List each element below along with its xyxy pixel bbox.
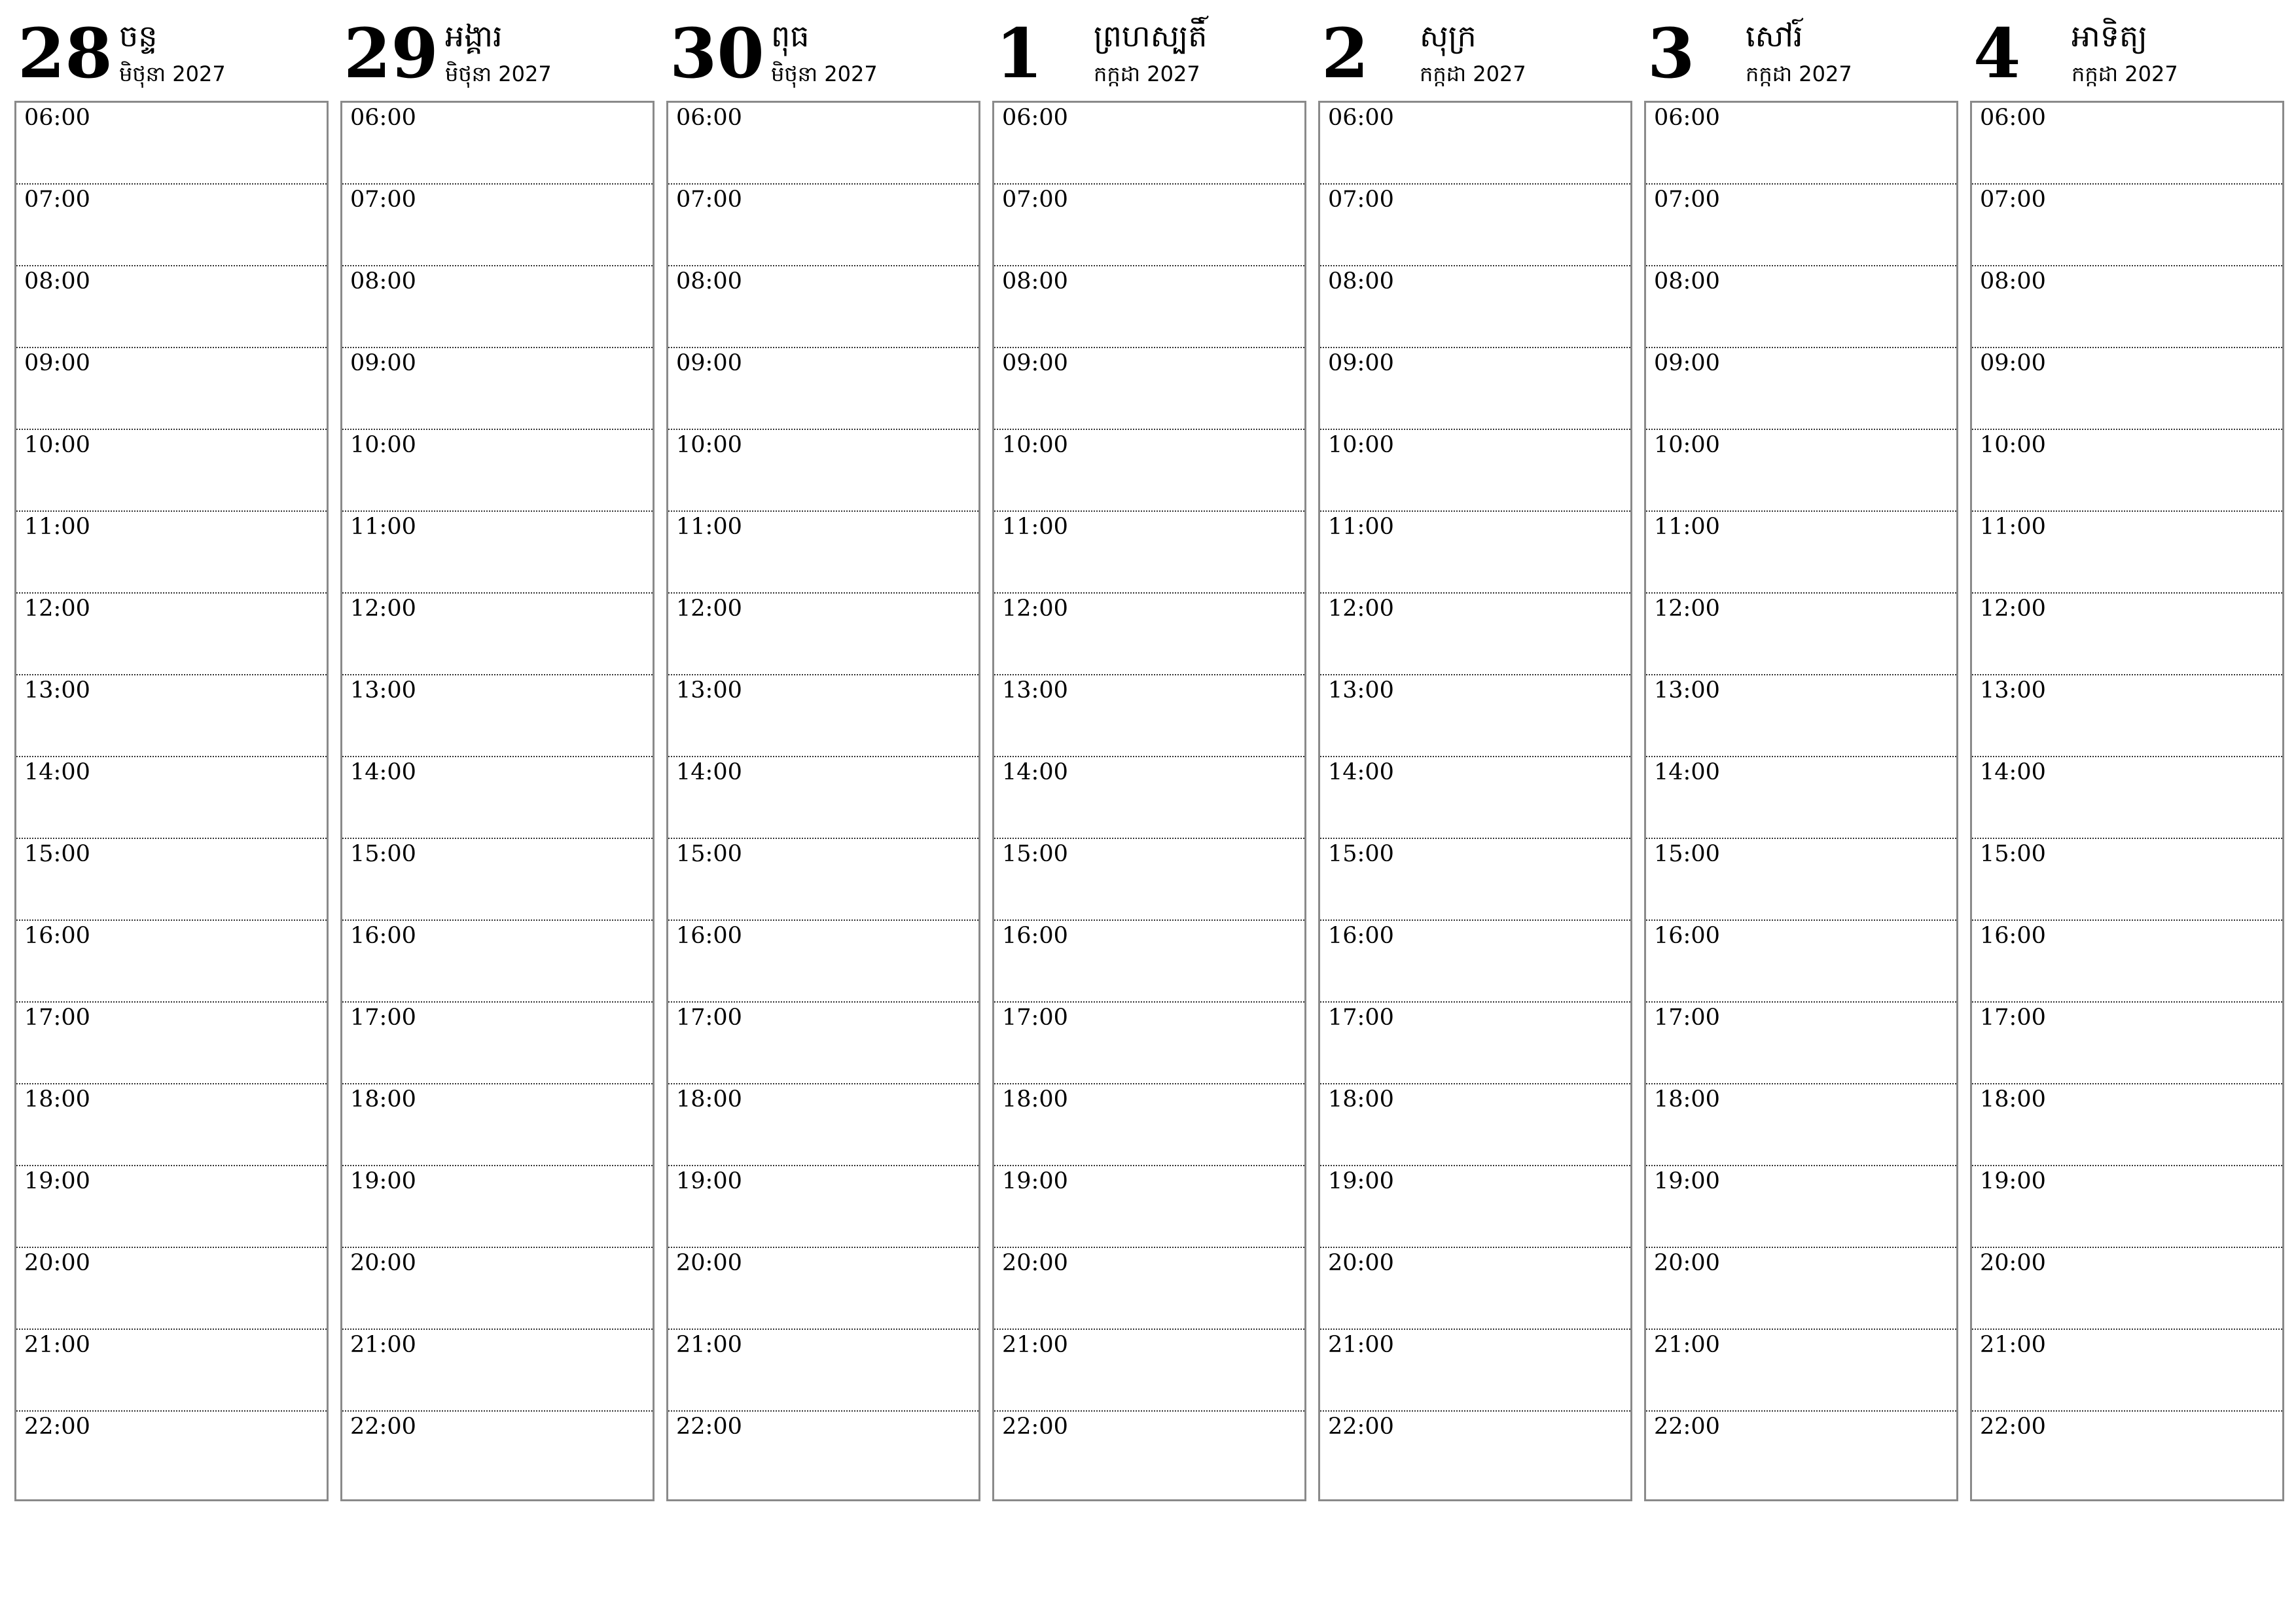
time-label: 09:00 — [1002, 350, 1068, 376]
day-header — [1318, 14, 1631, 99]
time-slot[interactable] — [668, 1248, 978, 1330]
time-label: 22:00 — [1002, 1414, 1068, 1440]
day-month-year: កក្កដា 2027 — [1746, 62, 1852, 86]
time-slot[interactable] — [994, 512, 1304, 594]
time-label: 20:00 — [1002, 1250, 1068, 1276]
time-slot[interactable] — [16, 512, 327, 594]
time-label: 11:00 — [350, 514, 416, 540]
day-column — [1644, 14, 1957, 1500]
time-label: 18:00 — [676, 1086, 742, 1113]
time-label: 21:00 — [1002, 1332, 1068, 1358]
time-label: 14:00 — [1654, 759, 1720, 785]
time-slot[interactable] — [1320, 1248, 1630, 1330]
time-label: 13:00 — [24, 677, 90, 704]
time-slot[interactable] — [1320, 1412, 1630, 1493]
time-label: 16:00 — [1328, 923, 1394, 949]
time-label: 22:00 — [350, 1414, 416, 1440]
time-slot[interactable] — [16, 757, 327, 839]
time-slot[interactable] — [1320, 1003, 1630, 1084]
time-slot[interactable] — [1972, 839, 2282, 921]
day-name: សុក្រ — [1420, 18, 1477, 54]
time-label: 16:00 — [1980, 923, 2046, 949]
time-slot[interactable] — [1972, 921, 2282, 1003]
time-label: 10:00 — [1980, 432, 2046, 458]
time-label: 08:00 — [1002, 268, 1068, 294]
time-label: 10:00 — [1654, 432, 1720, 458]
time-label: 17:00 — [676, 1005, 742, 1031]
time-label: 11:00 — [1328, 514, 1394, 540]
time-label: 20:00 — [1654, 1250, 1720, 1276]
time-slot[interactable] — [668, 757, 978, 839]
time-label: 17:00 — [24, 1005, 90, 1031]
time-slot[interactable] — [1646, 1330, 1956, 1412]
time-label: 13:00 — [1980, 677, 2046, 704]
time-slot[interactable] — [668, 675, 978, 757]
time-label: 13:00 — [1654, 677, 1720, 704]
time-slot[interactable] — [16, 1084, 327, 1166]
day-name: ព្រហស្បតិ៍ — [1094, 18, 1208, 54]
time-slot[interactable] — [342, 266, 653, 348]
time-label: 18:00 — [1654, 1086, 1720, 1113]
time-label: 20:00 — [24, 1250, 90, 1276]
time-slot[interactable] — [1646, 430, 1956, 512]
time-slot[interactable] — [994, 921, 1304, 1003]
time-label: 06:00 — [1654, 105, 1720, 131]
time-label: 11:00 — [24, 514, 90, 540]
time-label: 13:00 — [1002, 677, 1068, 704]
day-header — [1970, 14, 2283, 99]
time-slot[interactable] — [994, 757, 1304, 839]
day-number: 1 — [996, 13, 1043, 94]
time-slot[interactable] — [1972, 594, 2282, 675]
time-slot[interactable] — [342, 1248, 653, 1330]
time-label: 17:00 — [350, 1005, 416, 1031]
time-slot[interactable] — [1320, 839, 1630, 921]
time-slot[interactable] — [1972, 348, 2282, 430]
day-column — [340, 14, 653, 1500]
time-slot[interactable] — [668, 348, 978, 430]
time-slot[interactable] — [342, 348, 653, 430]
time-label: 22:00 — [1328, 1414, 1394, 1440]
time-label: 12:00 — [1980, 596, 2046, 622]
day-name: ពុធ — [771, 18, 810, 54]
time-slot[interactable] — [16, 1166, 327, 1248]
day-number: 30 — [670, 13, 764, 94]
time-label: 15:00 — [1654, 841, 1720, 867]
weekly-planner — [14, 14, 2283, 1500]
time-label: 18:00 — [24, 1086, 90, 1113]
time-slot[interactable] — [16, 1248, 327, 1330]
time-slot[interactable] — [342, 1003, 653, 1084]
time-label: 19:00 — [1654, 1168, 1720, 1194]
time-label: 06:00 — [1002, 105, 1068, 131]
time-slot[interactable] — [1646, 1248, 1956, 1330]
time-label: 15:00 — [1980, 841, 2046, 867]
time-label: 21:00 — [350, 1332, 416, 1358]
time-slot[interactable] — [16, 348, 327, 430]
time-slot[interactable] — [16, 839, 327, 921]
time-slot[interactable] — [994, 1248, 1304, 1330]
time-slot[interactable] — [668, 1330, 978, 1412]
time-label: 11:00 — [1980, 514, 2046, 540]
time-slot[interactable] — [1320, 103, 1630, 185]
time-label: 10:00 — [676, 432, 742, 458]
time-label: 21:00 — [1654, 1332, 1720, 1358]
day-header — [992, 14, 1305, 99]
time-slot[interactable] — [668, 1084, 978, 1166]
time-label: 17:00 — [1002, 1005, 1068, 1031]
time-slot[interactable] — [16, 675, 327, 757]
time-label: 07:00 — [24, 187, 90, 213]
time-slot[interactable] — [342, 430, 653, 512]
time-label: 20:00 — [1980, 1250, 2046, 1276]
time-slot[interactable] — [1646, 839, 1956, 921]
time-label: 20:00 — [676, 1250, 742, 1276]
time-label: 21:00 — [24, 1332, 90, 1358]
time-slot[interactable] — [1320, 266, 1630, 348]
time-label: 19:00 — [24, 1168, 90, 1194]
time-slot[interactable] — [668, 1412, 978, 1493]
time-label: 06:00 — [1328, 105, 1394, 131]
time-slot[interactable] — [342, 103, 653, 185]
day-name: អង្គារ — [445, 18, 503, 54]
time-slot[interactable] — [1646, 103, 1956, 185]
time-slot[interactable] — [1646, 921, 1956, 1003]
time-slot[interactable] — [342, 1084, 653, 1166]
time-label: 13:00 — [676, 677, 742, 704]
day-name: ចន្ទ — [119, 18, 158, 54]
time-slot[interactable] — [1972, 430, 2282, 512]
time-slot[interactable] — [1646, 1412, 1956, 1493]
time-slot[interactable] — [342, 1412, 653, 1493]
time-slot[interactable] — [16, 1003, 327, 1084]
time-label: 15:00 — [1328, 841, 1394, 867]
time-label: 10:00 — [1328, 432, 1394, 458]
time-slot[interactable] — [668, 185, 978, 266]
time-slot[interactable] — [668, 594, 978, 675]
day-number: 28 — [18, 13, 113, 94]
time-slot[interactable] — [1972, 185, 2282, 266]
time-label: 19:00 — [1002, 1168, 1068, 1194]
time-slot[interactable] — [1646, 266, 1956, 348]
time-label: 09:00 — [350, 350, 416, 376]
time-label: 16:00 — [1654, 923, 1720, 949]
time-label: 15:00 — [1002, 841, 1068, 867]
time-label: 07:00 — [1002, 187, 1068, 213]
time-label: 10:00 — [350, 432, 416, 458]
time-label: 14:00 — [676, 759, 742, 785]
day-number: 3 — [1647, 13, 1695, 94]
time-label: 09:00 — [1980, 350, 2046, 376]
time-label: 09:00 — [1328, 350, 1394, 376]
day-column — [14, 14, 327, 1500]
time-label: 16:00 — [676, 923, 742, 949]
day-month-year: កក្កដា 2027 — [1420, 62, 1526, 86]
time-slots — [1318, 101, 1632, 1501]
time-slot[interactable] — [16, 1412, 327, 1493]
time-slot[interactable] — [668, 839, 978, 921]
time-slot[interactable] — [994, 1003, 1304, 1084]
time-label: 08:00 — [350, 268, 416, 294]
time-slot[interactable] — [1972, 512, 2282, 594]
day-month-year: កក្កដា 2027 — [1094, 62, 1200, 86]
time-slot[interactable] — [1320, 921, 1630, 1003]
time-slot[interactable] — [668, 921, 978, 1003]
time-slot[interactable] — [1972, 1330, 2282, 1412]
time-slot[interactable] — [342, 757, 653, 839]
time-slot[interactable] — [1320, 675, 1630, 757]
time-slot[interactable] — [668, 430, 978, 512]
time-label: 08:00 — [1654, 268, 1720, 294]
time-slot[interactable] — [1320, 1084, 1630, 1166]
time-slot[interactable] — [16, 594, 327, 675]
time-slot[interactable] — [16, 185, 327, 266]
time-slot[interactable] — [342, 1166, 653, 1248]
time-label: 06:00 — [1980, 105, 2046, 131]
time-slot[interactable] — [1646, 675, 1956, 757]
time-slot[interactable] — [1320, 1166, 1630, 1248]
time-label: 13:00 — [1328, 677, 1394, 704]
time-label: 12:00 — [1002, 596, 1068, 622]
time-label: 15:00 — [676, 841, 742, 867]
time-slot[interactable] — [1972, 1084, 2282, 1166]
time-label: 08:00 — [1328, 268, 1394, 294]
time-label: 10:00 — [24, 432, 90, 458]
time-slot[interactable] — [1320, 512, 1630, 594]
time-slot[interactable] — [1320, 185, 1630, 266]
day-number: 4 — [1973, 13, 2021, 94]
time-slot[interactable] — [1646, 1166, 1956, 1248]
time-label: 17:00 — [1980, 1005, 2046, 1031]
time-slot[interactable] — [1646, 757, 1956, 839]
time-label: 21:00 — [676, 1332, 742, 1358]
time-slots — [1970, 101, 2284, 1501]
time-label: 16:00 — [1002, 923, 1068, 949]
time-label: 12:00 — [676, 596, 742, 622]
day-column — [1970, 14, 2283, 1500]
time-label: 20:00 — [1328, 1250, 1394, 1276]
time-label: 14:00 — [1002, 759, 1068, 785]
time-label: 19:00 — [350, 1168, 416, 1194]
time-slot[interactable] — [1320, 1330, 1630, 1412]
time-label: 15:00 — [24, 841, 90, 867]
time-slot[interactable] — [994, 1166, 1304, 1248]
time-label: 19:00 — [676, 1168, 742, 1194]
time-label: 07:00 — [1980, 187, 2046, 213]
time-slot[interactable] — [1972, 757, 2282, 839]
time-label: 09:00 — [676, 350, 742, 376]
time-slots — [666, 101, 980, 1501]
day-month-year: កក្កដា 2027 — [2072, 62, 2178, 86]
time-slot[interactable] — [994, 348, 1304, 430]
time-slot[interactable] — [1646, 1003, 1956, 1084]
time-label: 14:00 — [24, 759, 90, 785]
time-slot[interactable] — [668, 103, 978, 185]
time-label: 22:00 — [24, 1414, 90, 1440]
time-label: 18:00 — [1980, 1086, 2046, 1113]
time-label: 14:00 — [350, 759, 416, 785]
time-slot[interactable] — [16, 430, 327, 512]
time-label: 22:00 — [1980, 1414, 2046, 1440]
time-slots — [340, 101, 655, 1501]
time-slot[interactable] — [16, 921, 327, 1003]
time-label: 09:00 — [24, 350, 90, 376]
time-slot[interactable] — [668, 1166, 978, 1248]
day-number: 2 — [1321, 13, 1369, 94]
time-slot[interactable] — [994, 675, 1304, 757]
time-slot[interactable] — [342, 512, 653, 594]
time-slot[interactable] — [1320, 430, 1630, 512]
time-slot[interactable] — [16, 1330, 327, 1412]
time-label: 17:00 — [1654, 1005, 1720, 1031]
time-label: 07:00 — [676, 187, 742, 213]
time-slot[interactable] — [994, 1084, 1304, 1166]
time-slot[interactable] — [1320, 348, 1630, 430]
time-slot[interactable] — [1320, 757, 1630, 839]
day-column — [992, 14, 1305, 1500]
time-slot[interactable] — [1646, 1084, 1956, 1166]
time-label: 12:00 — [350, 596, 416, 622]
time-label: 14:00 — [1980, 759, 2046, 785]
time-label: 14:00 — [1328, 759, 1394, 785]
time-label: 16:00 — [350, 923, 416, 949]
time-slot[interactable] — [668, 266, 978, 348]
time-slot[interactable] — [1646, 185, 1956, 266]
time-slot[interactable] — [1646, 512, 1956, 594]
time-slot[interactable] — [1972, 1412, 2282, 1493]
time-label: 19:00 — [1980, 1168, 2046, 1194]
time-label: 15:00 — [350, 841, 416, 867]
time-slot[interactable] — [994, 103, 1304, 185]
time-label: 09:00 — [1654, 350, 1720, 376]
day-month-year: មិថុនា 2027 — [445, 62, 552, 86]
time-label: 11:00 — [1654, 514, 1720, 540]
time-slots — [1644, 101, 1958, 1501]
day-column — [1318, 14, 1631, 1500]
time-label: 06:00 — [350, 105, 416, 131]
time-slot[interactable] — [342, 921, 653, 1003]
day-month-year: មិថុនា 2027 — [771, 62, 878, 86]
time-label: 20:00 — [350, 1250, 416, 1276]
time-slot[interactable] — [1646, 594, 1956, 675]
time-label: 06:00 — [676, 105, 742, 131]
time-label: 08:00 — [676, 268, 742, 294]
day-header — [666, 14, 979, 99]
time-label: 19:00 — [1328, 1168, 1394, 1194]
time-label: 18:00 — [350, 1086, 416, 1113]
time-slot[interactable] — [994, 1330, 1304, 1412]
day-header — [14, 14, 327, 99]
time-slot[interactable] — [342, 594, 653, 675]
time-label: 11:00 — [1002, 514, 1068, 540]
time-label: 22:00 — [1654, 1414, 1720, 1440]
time-slot[interactable] — [994, 266, 1304, 348]
time-slot[interactable] — [342, 1330, 653, 1412]
time-slot[interactable] — [1972, 103, 2282, 185]
time-slot[interactable] — [668, 512, 978, 594]
time-slot[interactable] — [1972, 675, 2282, 757]
time-slot[interactable] — [342, 839, 653, 921]
time-label: 21:00 — [1328, 1332, 1394, 1358]
time-slot[interactable] — [16, 266, 327, 348]
time-label: 12:00 — [1654, 596, 1720, 622]
time-label: 07:00 — [350, 187, 416, 213]
time-label: 12:00 — [24, 596, 90, 622]
time-slot[interactable] — [994, 839, 1304, 921]
time-slot[interactable] — [994, 1412, 1304, 1493]
time-slots — [992, 101, 1306, 1501]
time-label: 18:00 — [1328, 1086, 1394, 1113]
time-label: 08:00 — [1980, 268, 2046, 294]
day-number: 29 — [344, 13, 439, 94]
time-label: 16:00 — [24, 923, 90, 949]
time-slot[interactable] — [1320, 594, 1630, 675]
time-slot[interactable] — [994, 185, 1304, 266]
time-slot[interactable] — [342, 185, 653, 266]
time-slot[interactable] — [1972, 1166, 2282, 1248]
day-name: អាទិត្យ — [2072, 18, 2147, 54]
time-slot[interactable] — [994, 430, 1304, 512]
time-slot[interactable] — [1646, 348, 1956, 430]
time-label: 21:00 — [1980, 1332, 2046, 1358]
time-slot[interactable] — [342, 675, 653, 757]
time-slot[interactable] — [1972, 1003, 2282, 1084]
time-label: 17:00 — [1328, 1005, 1394, 1031]
day-header — [340, 14, 653, 99]
day-month-year: មិថុនា 2027 — [119, 62, 226, 86]
time-label: 22:00 — [676, 1414, 742, 1440]
time-label: 11:00 — [676, 514, 742, 540]
time-slot[interactable] — [994, 594, 1304, 675]
time-label: 07:00 — [1328, 187, 1394, 213]
time-label: 10:00 — [1002, 432, 1068, 458]
time-label: 06:00 — [24, 105, 90, 131]
time-slots — [14, 101, 329, 1501]
day-column — [666, 14, 979, 1500]
time-label: 12:00 — [1328, 596, 1394, 622]
time-slot[interactable] — [668, 1003, 978, 1084]
time-label: 18:00 — [1002, 1086, 1068, 1113]
day-name: សៅរ៍ — [1746, 18, 1803, 54]
time-slot[interactable] — [1972, 266, 2282, 348]
time-label: 13:00 — [350, 677, 416, 704]
time-label: 08:00 — [24, 268, 90, 294]
time-slot[interactable] — [16, 103, 327, 185]
time-label: 07:00 — [1654, 187, 1720, 213]
time-slot[interactable] — [1972, 1248, 2282, 1330]
day-header — [1644, 14, 1957, 99]
